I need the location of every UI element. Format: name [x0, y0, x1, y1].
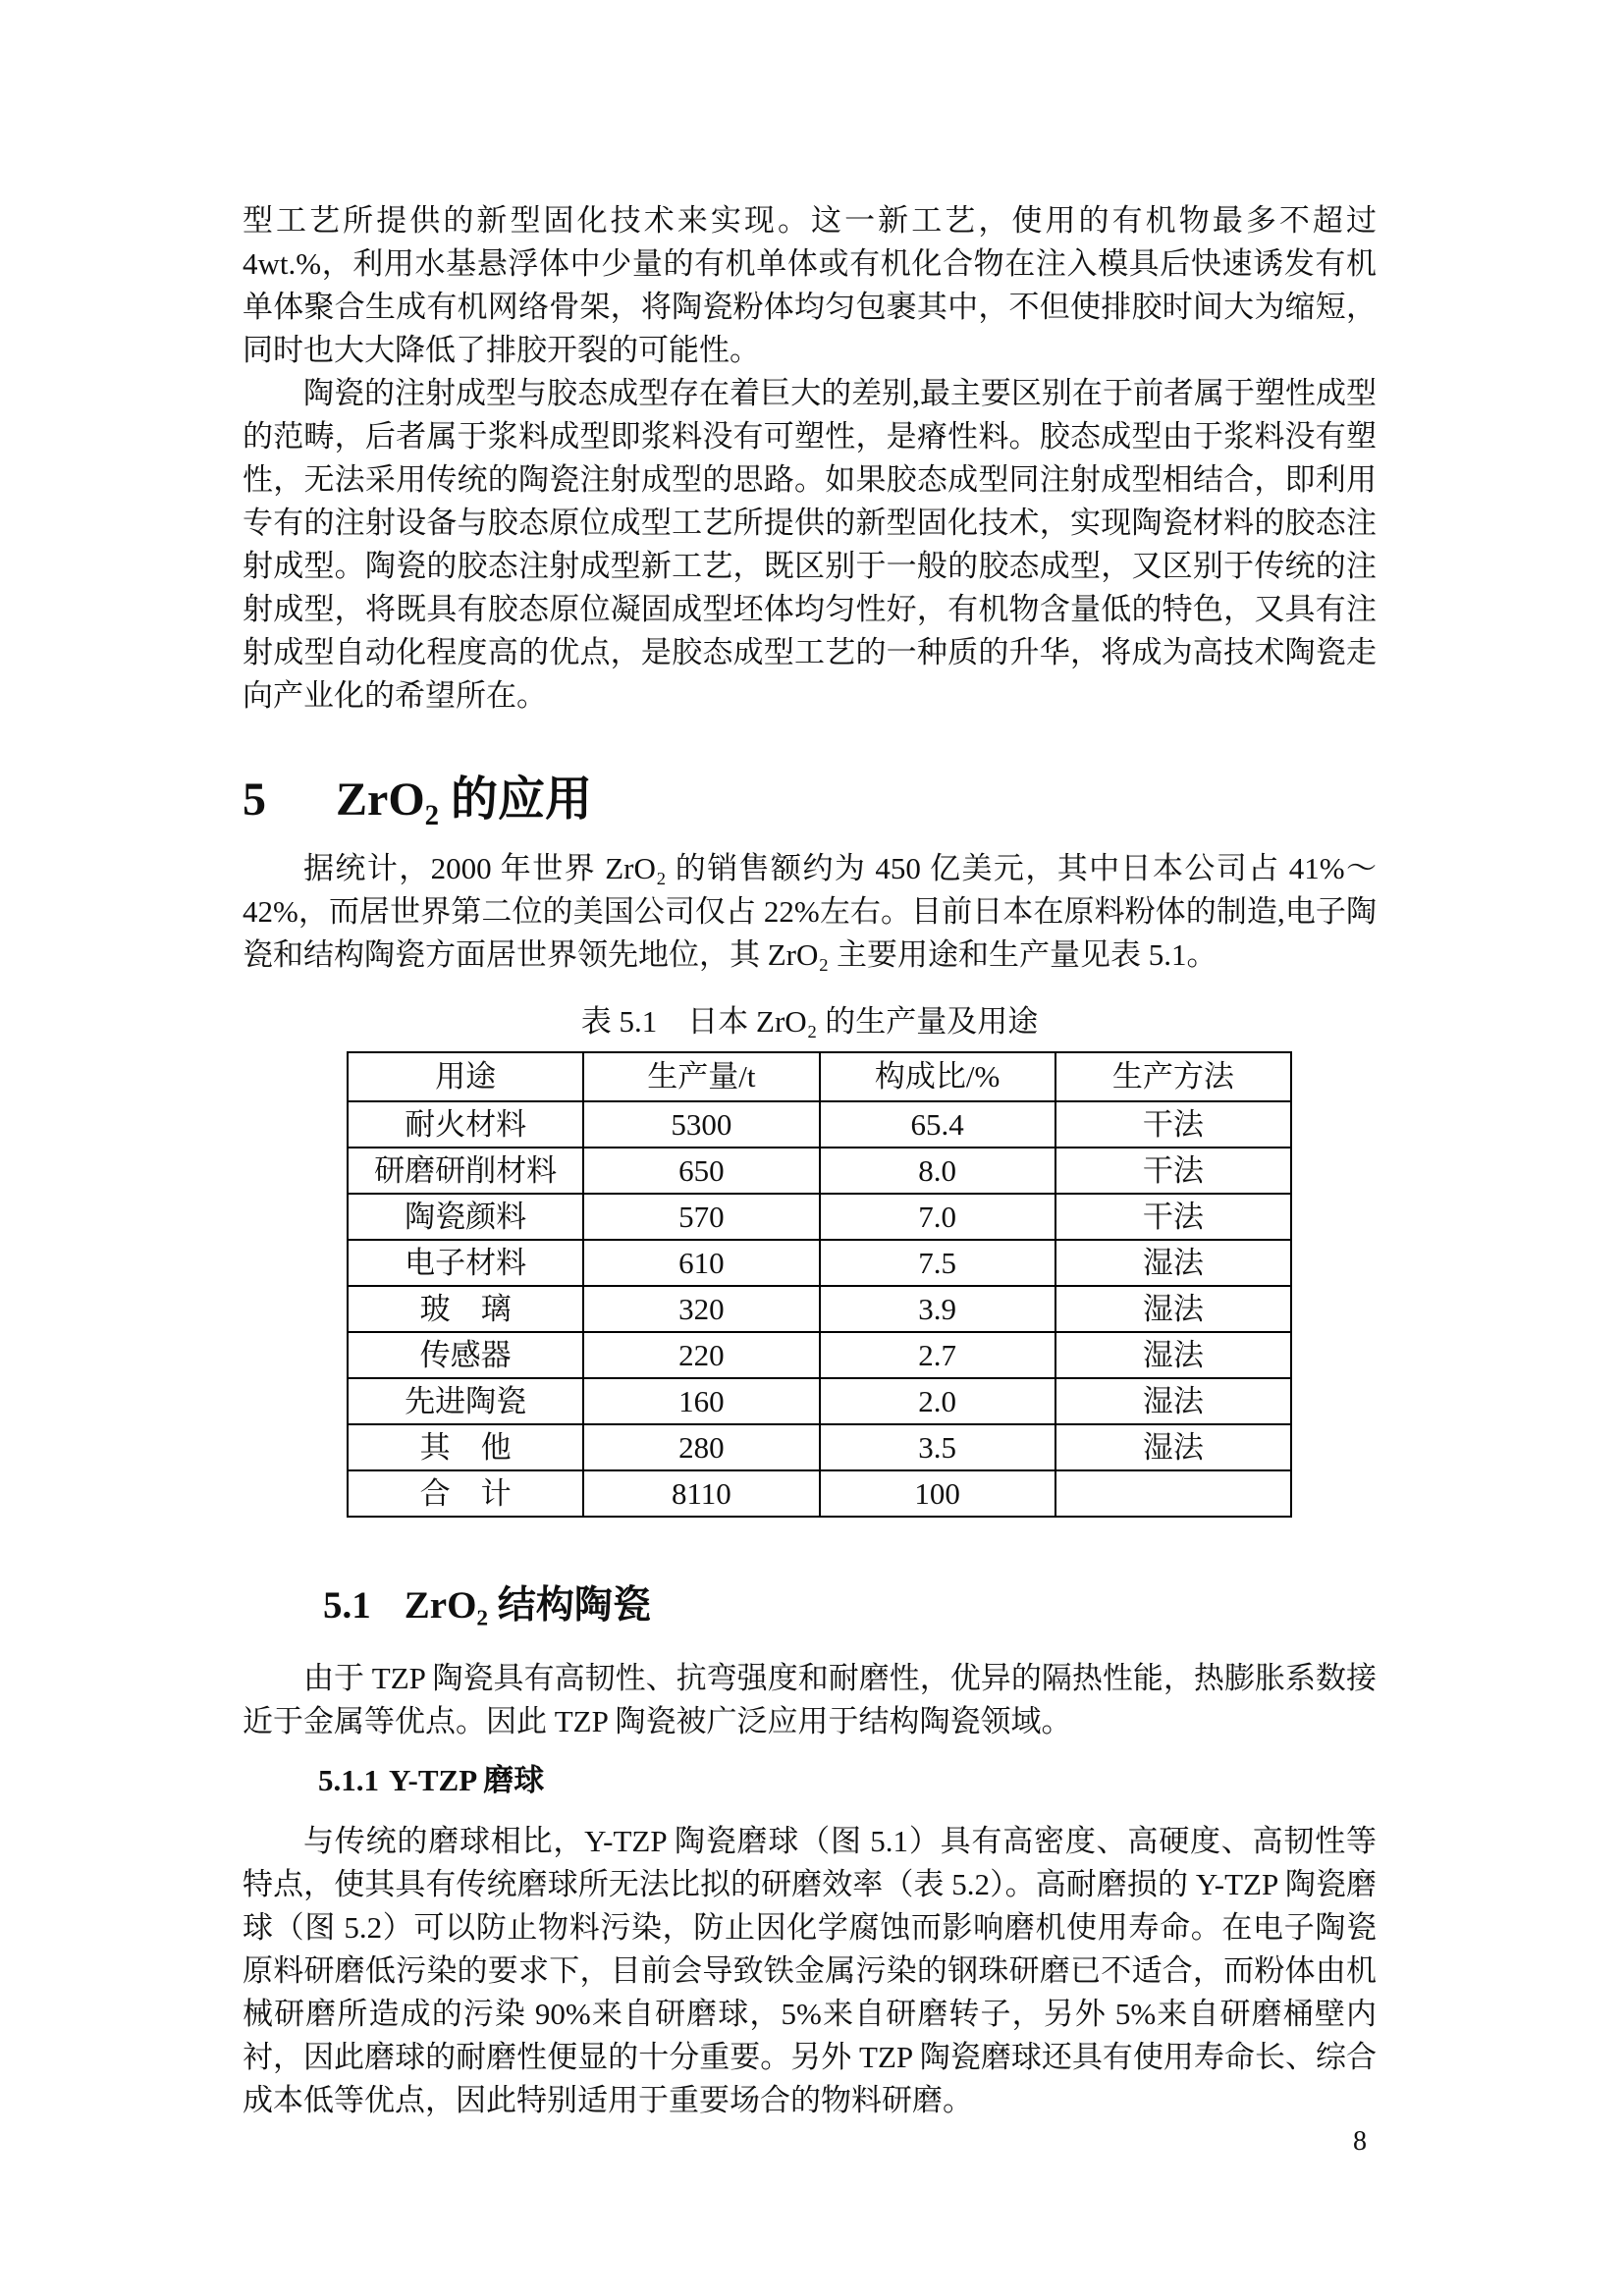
section-heading	[323, 1580, 1377, 1631]
table-cell: 3.5	[820, 1424, 1055, 1470]
table-cell: 湿法	[1055, 1286, 1291, 1332]
table-cell: 320	[583, 1286, 819, 1332]
paragraph-tzp-overview: 由于 TZP 陶瓷具有高韧性、抗弯强度和耐磨性，优异的隔热性能，热膨胀系数接近于金属等优点。因此 TZP 陶瓷被广泛应用于结构陶瓷领域。	[243, 1661, 1377, 1738]
subsection-heading-number: 5.1.1	[318, 1763, 379, 1797]
table-cell: 湿法	[1055, 1378, 1291, 1424]
chapter-heading	[243, 769, 1377, 831]
table-cell: 合 计	[348, 1470, 583, 1517]
table-cell: 3.9	[820, 1286, 1055, 1332]
table-cell: 玻 璃	[348, 1286, 583, 1332]
chapter-heading-title: ZrO₂ 的应用	[336, 774, 593, 826]
paragraph-mill-balls: 与传统的磨球相比，Y-TZP 陶瓷磨球（图 5.1）具有高密度、高硬度、高韧性等特点，使其具有传统磨球所无法比拟的研磨效率（表 5.2）。高耐磨损的 Y-TZP 陶瓷磨球（图 5.2）可以防止物料污染，防止因化学腐蚀而影响磨机使用寿命。在电子陶瓷原料研磨低污染的要求下，目前会导致铁金属污染的钢珠研磨已不适合，而粉体由机械研磨所造成的污染 90%来自研磨球，5%来自研磨转子，另外 5%来自研磨桶壁内衬，因此磨球的耐磨性便显的十分重要。另外 TZP 陶瓷磨球还具有使用寿命长、综合成本低等优点，因此特别适用于重要场合的物料研磨。	[243, 1824, 1377, 2117]
table-header-row	[348, 1052, 1291, 1101]
table-row	[348, 1148, 1291, 1194]
table-header-cell: 构成比/%	[820, 1052, 1055, 1101]
table-cell: 其 他	[348, 1424, 583, 1470]
chapter-heading-number: 5	[243, 774, 266, 826]
table-cell: 65.4	[820, 1101, 1055, 1148]
section-heading-number: 5.1	[323, 1584, 371, 1627]
table-cell: 湿法	[1055, 1240, 1291, 1286]
table-cell: 研磨研削材料	[348, 1148, 583, 1194]
table-cell: 100	[820, 1470, 1055, 1517]
table-cell: 耐火材料	[348, 1101, 583, 1148]
table-cell: 160	[583, 1378, 819, 1424]
section-heading-title: ZrO₂ 结构陶瓷	[404, 1584, 651, 1627]
table-cell: 2.7	[820, 1332, 1055, 1378]
table-cell: 湿法	[1055, 1424, 1291, 1470]
table-cell: 7.5	[820, 1240, 1055, 1286]
paragraph-continuation: 型工艺所提供的新型固化技术来实现。这一新工艺，使用的有机物最多不超过 4wt.%，利用水基悬浮体中少量的有机单体或有机化合物在注入模具后快速诱发有机单体聚合生成有机网络骨架，将陶瓷粉体均匀包裹其中，不但使排胶时间大为缩短，同时也大大降低了排胶开裂的可能性。	[243, 203, 1377, 367]
table-cell: 8110	[583, 1470, 819, 1517]
table-row	[348, 1194, 1291, 1240]
table-header-cell: 生产方法	[1055, 1052, 1291, 1101]
table-cell: 传感器	[348, 1332, 583, 1378]
table-cell: 陶瓷颜料	[348, 1194, 583, 1240]
table-cell: 干法	[1055, 1194, 1291, 1240]
table-body	[348, 1101, 1291, 1517]
table-row	[348, 1332, 1291, 1378]
table-cell	[1055, 1470, 1291, 1517]
table-row	[348, 1470, 1291, 1517]
table-cell: 8.0	[820, 1148, 1055, 1194]
table-cell: 610	[583, 1240, 819, 1286]
table-cell: 先进陶瓷	[348, 1378, 583, 1424]
table-cell: 湿法	[1055, 1332, 1291, 1378]
table-cell: 220	[583, 1332, 819, 1378]
table-row	[348, 1378, 1291, 1424]
paragraph-injection-vs-colloidal: 陶瓷的注射成型与胶态成型存在着巨大的差别,最主要区别在于前者属于塑性成型的范畴，后者属于浆料成型即浆料没有可塑性，是瘠性料。胶态成型由于浆料没有塑性，无法采用传统的陶瓷注射成型的思路。如果胶态成型同注射成型相结合，即利用专有的注射设备与胶态原位成型工艺所提供的新型固化技术，实现陶瓷材料的胶态注射成型。陶瓷的胶态注射成型新工艺，既区别于一般的胶态成型，又区别于传统的注射成型，将既具有胶态原位凝固成型坯体均匀性好，有机物含量低的特色，又具有注射成型自动化程度高的优点，是胶态成型工艺的一种质的升华，将成为高技术陶瓷走向产业化的希望所在。	[243, 376, 1377, 713]
table-cell: 650	[583, 1148, 819, 1194]
subsection-heading-title: Y-TZP 磨球	[389, 1763, 545, 1797]
page-content	[243, 199, 1377, 2122]
table-row	[348, 1240, 1291, 1286]
table-row	[348, 1101, 1291, 1148]
table-cell: 570	[583, 1194, 819, 1240]
subsection-heading	[318, 1759, 1377, 1802]
table-caption: 表 5.1 日本 ZrO₂ 的生产量及用途	[580, 1004, 1039, 1039]
table-cell: 7.0	[820, 1194, 1055, 1240]
table-row	[348, 1424, 1291, 1470]
table-cell: 干法	[1055, 1148, 1291, 1194]
table-header-cell: 用途	[348, 1052, 583, 1101]
table-cell: 5300	[583, 1101, 819, 1148]
table-header-cell: 生产量/t	[583, 1052, 819, 1101]
production-table	[347, 1051, 1292, 1518]
table-row	[348, 1286, 1291, 1332]
table-cell: 280	[583, 1424, 819, 1470]
page-number: 8	[1353, 2126, 1367, 2157]
table-cell: 2.0	[820, 1378, 1055, 1424]
table-head	[348, 1052, 1291, 1101]
table-cell: 电子材料	[348, 1240, 583, 1286]
table-cell: 干法	[1055, 1101, 1291, 1148]
paragraph-statistics: 据统计，2000 年世界 ZrO₂ 的销售额约为 450 亿美元，其中日本公司占 41%～42%，而居世界第二位的美国公司仅占 22%左右。目前日本在原料粉体的制造,电子陶瓷和结构陶瓷方面居世界领先地位，其 ZrO₂ 主要用途和生产量见表 5.1。	[243, 851, 1377, 972]
